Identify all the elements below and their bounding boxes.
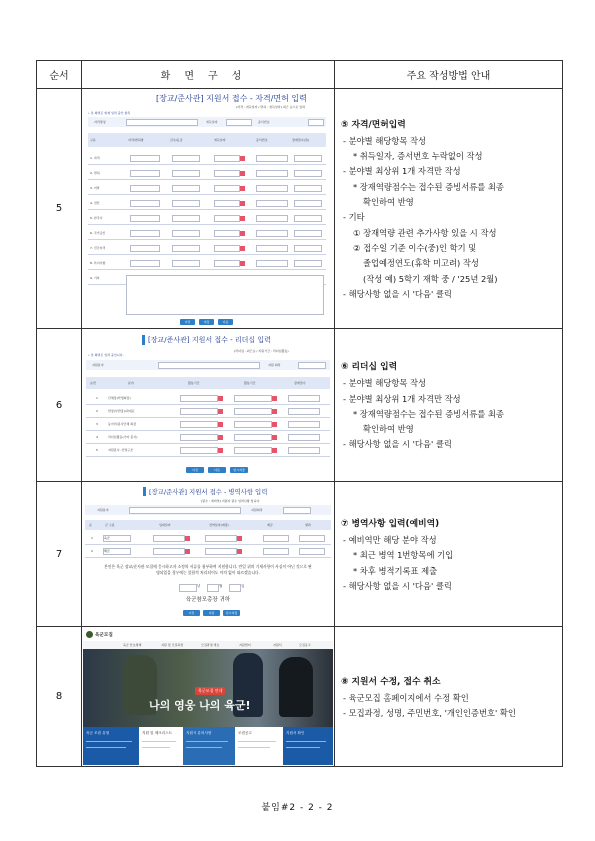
hero-headline: 나의 영웅 나의 육군! [149,698,251,712]
column-header: 순 [89,523,92,527]
screenshot-note: • 본 화면은 입력 중입니다. [88,353,124,357]
form-button[interactable]: 이전 [183,610,200,616]
field-label: 지원분야 [92,363,104,367]
guide-line: * 최근 병역 1번항목에 기입 [353,550,454,561]
cell-input[interactable] [214,215,240,222]
cell-input[interactable] [130,170,160,177]
guide-line: ① 장재역량 관련 추가사항 있을 시 작성 [353,227,497,238]
page-number: 붙임#2 - 2 - 2 [261,803,334,813]
guide-line: (작성 예) 5학기 재학 중 / '25년 2월) [363,273,498,284]
cell-input[interactable] [234,447,272,454]
calendar-icon[interactable] [272,422,277,427]
row-number: 5 [37,89,82,329]
cell-input[interactable] [214,155,240,162]
site-logo-text: 육군모집 [95,632,113,638]
pledge-notice: 본인은 육군 장교/준사관 모집에 응시하고자 소정의 서류를 첨부하여 지원합니다. 만일 위의 기재사항이 사실이 아닌 것으로 판명되었을 경우에는 불합격 처리되어도 이의 없이 따르겠습니다. [104,564,312,575]
calendar-icon[interactable] [237,536,242,541]
calendar-icon[interactable] [272,396,277,401]
form-button[interactable]: 임시저장 [223,610,240,616]
table-header [85,520,331,530]
column-header: 취득일자 [214,137,226,142]
cell-input[interactable] [299,548,325,555]
home-card[interactable] [183,727,236,765]
row-divider [86,443,330,444]
guide-line: - 해당사항 없을 시 '다음' 클릭 [343,288,452,299]
column-header: 장재점수(점) [292,137,309,142]
cell-input[interactable] [172,260,200,267]
cell-input[interactable] [288,447,320,454]
date-label-month: 월 [219,584,223,588]
screenshot-qualification-form [86,91,330,327]
field-label: 자격명칭 [94,119,106,124]
form-button[interactable]: 임시저장 [230,467,248,473]
row-number: 6 [37,329,82,482]
cell-input[interactable] [294,185,322,192]
cell-input[interactable] [153,548,185,555]
card-title: 모집공고 [238,730,252,735]
cell-input[interactable] [130,155,160,162]
cell-input[interactable] [130,185,160,192]
calendar-icon[interactable] [218,448,223,453]
table-row [37,329,563,482]
field-label: 취득일자 [206,119,218,124]
guide-line: - 육군모집 홈페이지에서 수정 확인 [343,692,469,703]
guide-line: - 분야별 최상위 1개 자격만 작성 [343,393,461,404]
row-number: 8 [37,627,82,767]
guide-line: - 분야별 해당항목 작성 [343,378,427,389]
guide-cell [335,627,563,767]
field-input[interactable] [298,362,326,369]
cell-input[interactable] [294,230,322,237]
guide-line: 확인하여 반영 [363,197,414,208]
card-line [86,747,126,748]
cell-input[interactable] [294,245,322,252]
form-button[interactable]: 저장 [199,319,214,325]
cell-input[interactable] [288,395,320,402]
calendar-icon[interactable] [185,549,190,554]
row-divider [85,544,331,545]
hero-banner [83,649,333,727]
guide-cell [335,329,563,482]
column-header: 활동기간 [244,381,256,385]
cell-input[interactable] [214,185,240,192]
column-header: 순번 [90,381,96,385]
card-title: 지원시 유의사항 [186,730,212,735]
nav-item[interactable]: 모집공고 [299,642,311,647]
form-button[interactable]: 다음 [208,467,226,473]
header-screen: 화면구성 [82,61,335,89]
table-row [37,89,563,329]
site-header [83,629,333,641]
calendar-icon[interactable] [218,409,223,414]
row-label: 5. 한국사 [90,215,103,220]
cell-input[interactable] [205,535,237,542]
row-number: 3 [96,422,98,426]
card-line [142,747,170,748]
screenshot-subtitle: (리더십 : 최근순 / 지원기간 : 리더십활동) [234,349,289,353]
column-header: 입대일자 [159,523,171,527]
row-divider [86,404,330,405]
military-select[interactable]: 해군 [103,548,131,555]
column-header: 구분 [90,137,96,142]
etc-textarea[interactable] [126,275,324,315]
row-number: 1 [96,396,98,400]
cell-input[interactable] [294,170,322,177]
card-line [286,741,326,742]
cell-input[interactable] [256,215,288,222]
header-guide: 주요 작성방법 안내 [335,61,563,89]
field-input[interactable] [158,362,260,369]
row-label: 1. 자격 [90,155,100,160]
military-select[interactable]: 육군 [103,535,131,542]
card-line [238,747,270,748]
cell-input[interactable] [256,170,288,177]
guide-text [335,115,562,302]
row-divider [88,239,326,240]
row-divider [86,417,330,418]
column-header: 군 구분 [105,523,115,527]
cell-input[interactable] [234,395,272,402]
field-label: 지원 회차 [268,363,281,367]
guide-cell [335,482,563,627]
card-line [142,741,176,742]
cell-input[interactable] [294,200,322,207]
guide-line: - 모집과정, 성명, 주민번호, '개인인증번호' 확인 [343,708,516,718]
row-label: 리더십활동(기타 봉사) [108,435,138,439]
guide-text [335,357,562,452]
guide-text [335,514,562,594]
form-button[interactable]: 이전 [180,319,195,325]
header-order: 순서 [37,61,82,89]
screenshot-title: [장교/준사관] 지원서 접수 - 병역사항 입력 [149,488,268,496]
cell-input[interactable] [180,447,218,454]
cell-input[interactable] [172,170,200,177]
cell-input[interactable] [130,215,160,222]
table-header-row [37,61,563,89]
row-number: 5 [96,448,98,452]
form-button[interactable]: 이전 [186,467,204,473]
row-label: 7. 민간자격 [90,245,106,250]
cell-input[interactable] [256,260,288,267]
column-header: 급수/등급 [170,137,183,142]
day-input[interactable] [229,584,241,592]
nav-item[interactable]: 모집과정 개요 [201,642,220,647]
guide-title: ⑦ 병역사항 입력(예비역) [341,518,440,529]
cell-input[interactable] [153,535,185,542]
field-label: 증서번호 [258,119,270,124]
row-divider [88,179,326,180]
field-label: 지원회차 [251,508,263,512]
guide-title: ⑥ 리더십 입력 [341,362,398,373]
cell-input[interactable] [256,185,288,192]
screenshot-cell [82,89,335,329]
title-marker [143,487,146,496]
row-divider [85,557,331,558]
guide-title: ⑧ 지원서 수정, 접수 취소 [341,676,441,687]
row-label: 단체장(학생회장) [108,396,131,400]
guide-line: - 해당사항 없을 시 '다음' 클릭 [343,580,452,591]
row-number: 2 [96,409,98,413]
home-card[interactable] [83,727,140,765]
guide-line: - 분야별 해당항목 작성 [343,135,427,146]
screenshot-title: [장교/준사관] 지원서 접수 - 자격/면허 입력 [156,93,307,103]
table-header [88,133,326,147]
column-header: 자격/면허명 [128,137,144,142]
cell-input[interactable] [214,170,240,177]
calendar-icon[interactable] [240,246,245,251]
card-line [186,747,222,748]
guide-line: - 분야별 최상위 1개 자격만 작성 [343,166,461,177]
card-title: 육군 모집 유형 [86,730,110,735]
column-header: 활동기간 [188,381,200,385]
cell-input[interactable] [234,408,272,415]
calendar-icon[interactable] [218,396,223,401]
screenshot-leadership-form [84,331,332,479]
cell-input[interactable] [256,155,288,162]
column-header: 병과 [305,523,311,527]
row-label: 반장(부반장)/과대표 [108,409,135,413]
card-line [186,741,228,742]
cell-input[interactable] [180,434,218,441]
home-card[interactable] [283,727,333,765]
cell-input[interactable] [130,260,160,267]
cell-input[interactable] [294,215,322,222]
screenshot-cell [82,329,335,482]
column-header: 장재점수 [294,381,306,385]
guide-line: 졸업예정연도(휴학 미고려) 작성 [363,258,479,269]
signature-text: 육군참모총장 귀하 [185,597,231,603]
field-input[interactable] [126,119,198,126]
cell-input[interactable] [299,535,325,542]
cell-input[interactable] [172,245,200,252]
column-header: 분야 [128,381,134,385]
row-divider [86,456,330,457]
row-divider [88,224,326,225]
row-number: 7 [37,482,82,627]
title-marker [142,335,145,345]
screenshot-subtitle: (자격 : 취득일자 / 면허 : 취득일자) 최근 순으로 입력 [236,104,306,109]
calendar-icon[interactable] [240,201,245,206]
screenshot-subtitle: [필수 : 예비역] 지원자 필수 입력사항 입니다 [201,499,260,503]
row-label: 8. 특이사항 [90,260,106,265]
guide-line: * 취득일자, 증서번호 누락없이 작성 [353,151,483,162]
cell-input[interactable] [234,421,272,428]
cell-input[interactable] [214,230,240,237]
guide-line: - 기타 [343,212,365,223]
date-label-year: 년 [197,584,201,588]
calendar-icon[interactable] [272,448,277,453]
calendar-icon[interactable] [218,435,223,440]
guide-line: ② 접수일 기준 이수(중)인 학기 및 [353,242,477,253]
form-button[interactable]: 다음 [218,319,233,325]
screenshot-recruit-homepage [83,629,333,765]
cell-input[interactable] [214,260,240,267]
calendar-icon[interactable] [240,261,245,266]
cell-input[interactable] [172,200,200,207]
guide-line: * 장재역량점수는 접수된 증빙서류를 최종 [353,181,504,192]
calendar-icon[interactable] [218,422,223,427]
calendar-icon[interactable] [240,171,245,176]
guide-title: ⑤ 자격/면허입력 [341,119,406,130]
row-label: 2. 면허 [90,170,100,175]
cell-input[interactable] [180,408,218,415]
guide-table [36,60,563,767]
cell-input[interactable] [214,200,240,207]
cell-input[interactable] [130,200,160,207]
column-header: 증서번호 [256,137,268,142]
cell-input[interactable] [214,245,240,252]
column-header: 계급 [267,523,273,527]
nav-item[interactable]: 지원서 [273,642,282,647]
calendar-icon[interactable] [185,536,190,541]
screenshot-note: • 본 화면은 현재 입력 중인 항목 [88,110,131,115]
row-label: 동아리/봉사단체 회장 [108,422,137,426]
row-divider [88,164,326,165]
table-row [37,627,563,767]
calendar-icon[interactable] [272,435,277,440]
screenshot-cell [82,627,335,767]
calendar-icon[interactable] [240,216,245,221]
cell-input[interactable] [288,434,320,441]
calendar-icon[interactable] [240,156,245,161]
cell-input[interactable] [294,260,322,267]
nav-item[interactable]: 육군 안보체계 [123,642,142,647]
column-header: 전역일자(예정) [209,523,229,527]
cell-input[interactable] [130,230,160,237]
row-divider [88,209,326,210]
card-title: 지원서 확인 [286,730,305,735]
row-label: 9. 기타 [90,275,100,280]
guide-text [335,672,562,722]
cell-input[interactable] [263,535,289,542]
cell-input[interactable] [256,200,288,207]
calendar-icon[interactable] [240,231,245,236]
cell-input[interactable] [172,215,200,222]
soldier-silhouette [279,657,313,717]
cell-input[interactable] [205,548,237,555]
row-divider [88,254,326,255]
cell-input[interactable] [172,185,200,192]
cell-input[interactable] [288,408,320,415]
row-divider [88,194,326,195]
guide-cell [335,89,563,329]
cell-input[interactable] [263,548,289,555]
cell-input[interactable] [180,421,218,428]
row-label: 6. 국가공인 [90,230,106,235]
row-number: 2 [91,549,93,553]
form-button[interactable]: 저장 [203,610,220,616]
hero-badge: 육군모집 안내 [195,687,225,695]
home-card[interactable] [235,727,284,765]
calendar-icon[interactable] [272,409,277,414]
cell-input[interactable] [130,245,160,252]
month-input[interactable] [207,584,219,592]
nav-item[interactable]: 지원 및 모집과정 [161,642,184,647]
card-line [238,741,276,742]
cell-input[interactable] [294,155,322,162]
row-label: 3. 어학 [90,185,100,190]
site-logo-icon [86,631,93,638]
guide-line: - 해당사항 없을 시 '다음' 클릭 [343,439,452,450]
card-line [286,747,320,748]
cell-input[interactable] [172,230,200,237]
row-number: 1 [91,536,93,540]
guide-line: - 예비역만 해당 분야 작성 [343,534,437,545]
guide-line: * 차후 병적기록표 제출 [353,565,438,576]
card-line [86,741,132,742]
row-label: 4. 전산 [90,200,100,205]
field-label: 지원분야 [97,508,109,512]
row-label: 자원봉사, 인명구조 [108,448,134,452]
screenshot-cell [82,482,335,627]
screenshot-title: [장교/준사관] 지원서 접수 - 리더십 입력 [148,336,271,344]
cell-input[interactable] [234,434,272,441]
cell-input[interactable] [180,395,218,402]
row-divider [86,430,330,431]
guide-line: 확인하여 반영 [363,424,414,435]
cell-input[interactable] [288,421,320,428]
field-input[interactable] [226,119,252,126]
row-number: 4 [96,435,98,439]
nav-item[interactable]: 지원센터 [239,642,251,647]
field-input[interactable] [283,507,311,514]
calendar-icon[interactable] [240,186,245,191]
cell-input[interactable] [256,230,288,237]
date-label-day: 일 [241,584,245,588]
cell-input[interactable] [256,245,288,252]
table-row [37,482,563,627]
field-input[interactable] [308,119,324,126]
home-card[interactable] [139,727,184,765]
calendar-icon[interactable] [237,549,242,554]
screenshot-military-form [83,484,333,624]
cell-input[interactable] [172,155,200,162]
guide-line: * 장재역량점수는 접수된 증빙서류를 최종 [353,408,504,419]
year-input[interactable] [179,584,197,592]
row-divider [88,269,326,270]
field-input[interactable] [129,507,241,514]
card-title: 지원 및 체크리스트 [142,730,173,735]
